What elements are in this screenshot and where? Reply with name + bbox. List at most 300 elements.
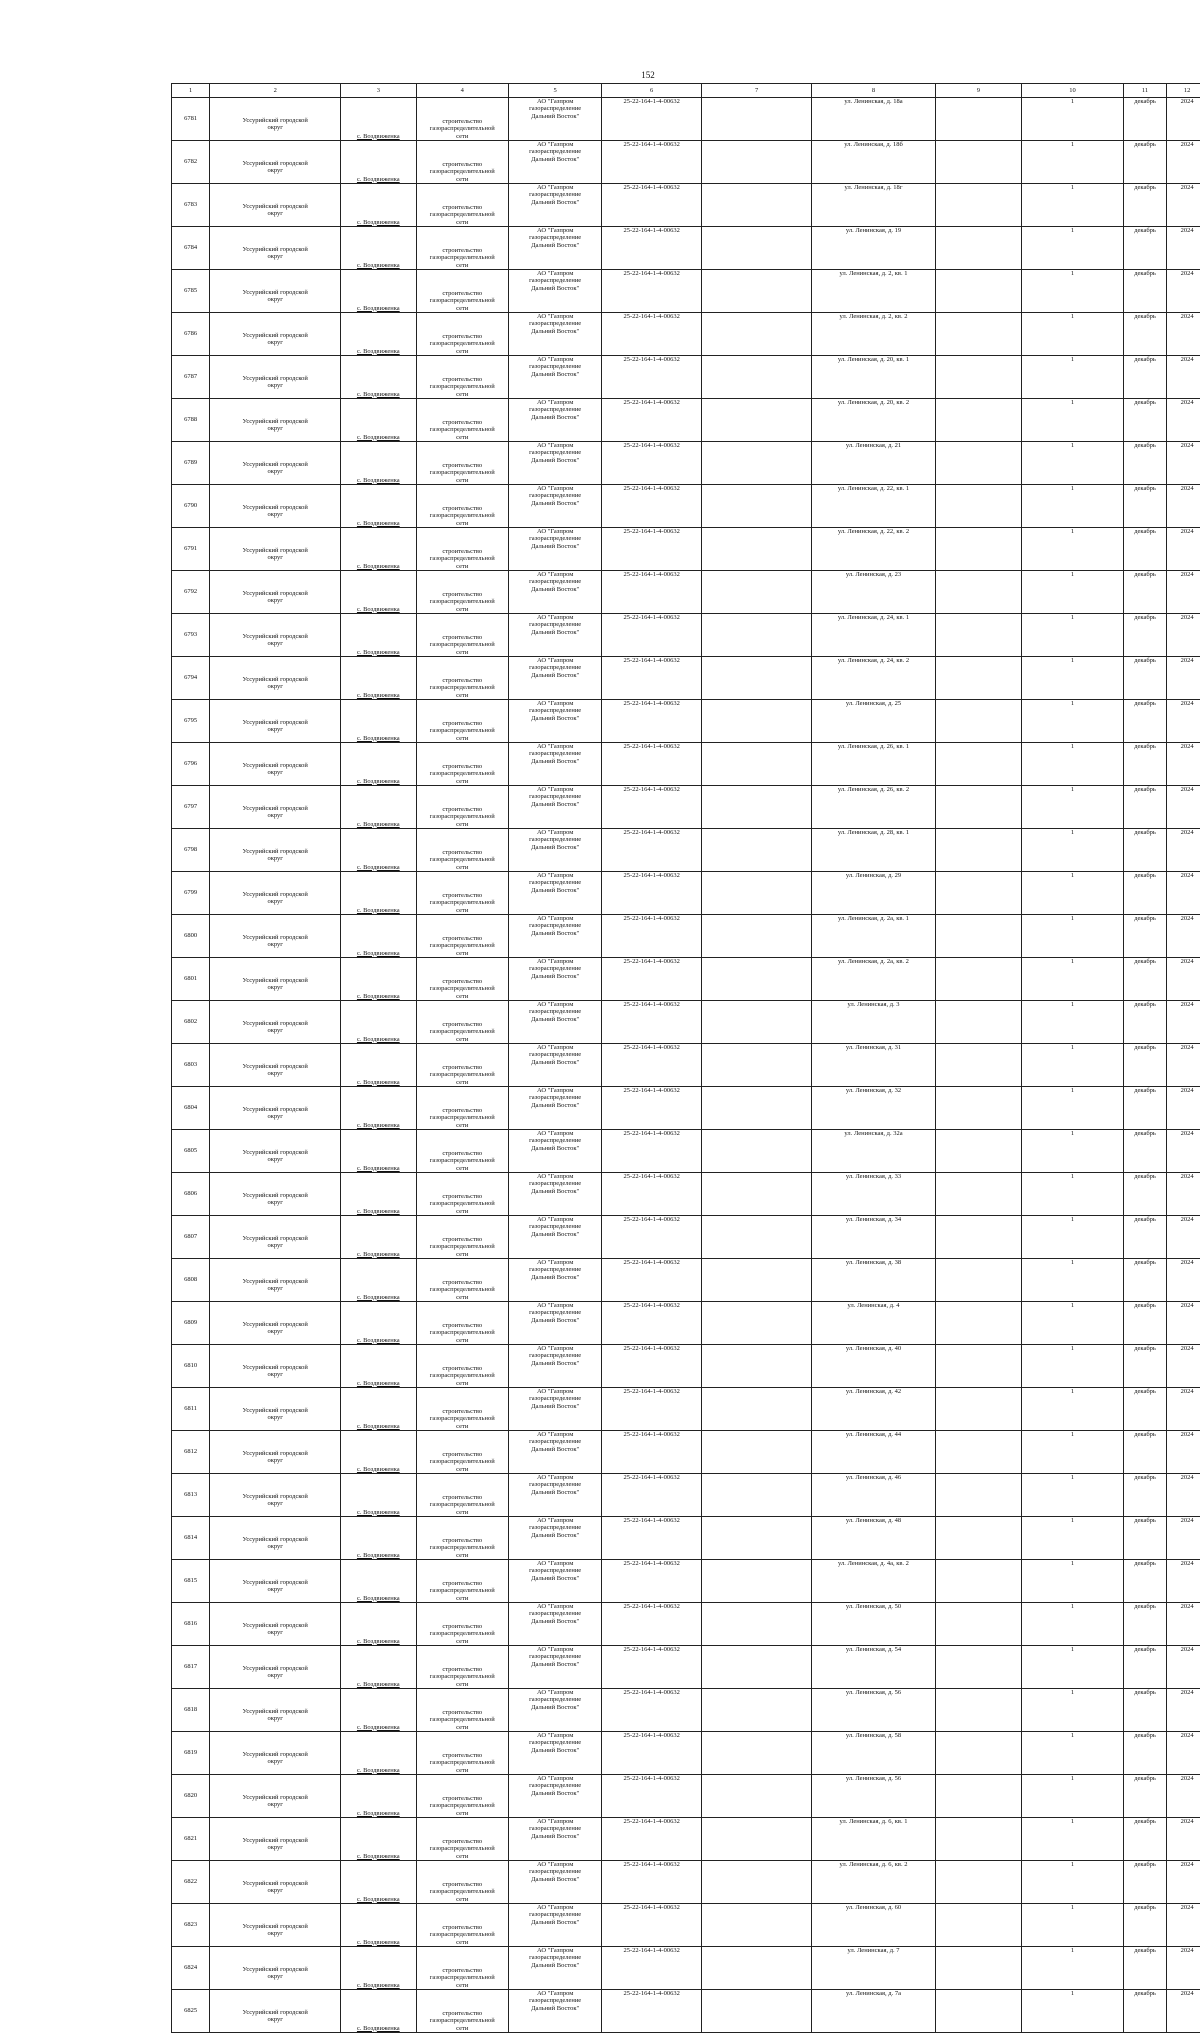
organization-cell [508,1732,602,1775]
settlement-cell [341,1001,417,1044]
row-number [172,356,210,399]
settlement-cell-text: с. Воздвиженка [343,176,414,183]
month-cell-text: декабрь [1126,829,1164,836]
address-cell [812,915,936,958]
cadastral-number-cell [602,1818,702,1861]
count-cell [1022,1388,1124,1431]
settlement-cell [341,1861,417,1904]
purpose-cell [416,1603,508,1646]
settlement-cell-text: с. Воздвиженка [343,434,414,441]
year-cell-text: 2024 [1169,485,1200,492]
table-row [172,1904,1200,1947]
column-7-cell [701,657,811,700]
cadastral-number-cell-text: 25-22-164-1-4-00632 [604,485,699,492]
count-cell [1022,829,1124,872]
month-cell-text: декабрь [1126,141,1164,148]
organization-cell [508,829,602,872]
municipality-cell-text: Уссурийский городской округ [212,1450,338,1465]
column-header-1: 1 [172,84,210,98]
row-number-text: 6822 [174,1878,207,1885]
address-cell [812,1345,936,1388]
column-9-cell [935,1259,1021,1302]
month-cell-text: декабрь [1126,1646,1164,1653]
column-9-cell [935,1431,1021,1474]
column-9-cell [935,700,1021,743]
row-number [172,1732,210,1775]
municipality-cell [210,786,341,829]
address-cell-text: ул. Ленинская, д. 32 [814,1087,933,1094]
column-7-cell [701,270,811,313]
count-cell [1022,399,1124,442]
purpose-cell-text: строительство газораспределительной сети [419,1408,506,1430]
organization-cell-text: АО "Газпром газораспределение Дальний Восток" [511,1130,600,1152]
column-9-cell [935,571,1021,614]
organization-cell [508,614,602,657]
organization-cell-text: АО "Газпром газораспределение Дальний Восток" [511,571,600,593]
count-cell [1022,1689,1124,1732]
purpose-cell [416,1431,508,1474]
column-9-cell [935,1818,1021,1861]
address-cell-text: ул. Ленинская, д. 20, кв. 2 [814,399,933,406]
count-cell-text: 1 [1024,614,1121,621]
purpose-cell [416,399,508,442]
purpose-cell [416,141,508,184]
address-cell-text: ул. Ленинская, д. 26, кв. 2 [814,786,933,793]
organization-cell-text: АО "Газпром газораспределение Дальний Восток" [511,528,600,550]
settlement-cell [341,743,417,786]
settlement-cell-text: с. Воздвиженка [343,520,414,527]
settlement-cell [341,313,417,356]
address-cell [812,1646,936,1689]
month-cell-text: декабрь [1126,1775,1164,1782]
year-cell [1167,184,1200,227]
table-row [172,1861,1200,1904]
month-cell-text: декабрь [1126,1474,1164,1481]
column-7-cell [701,614,811,657]
address-cell-text: ул. Ленинская, д. 26, кв. 1 [814,743,933,750]
count-cell-text: 1 [1024,915,1121,922]
cadastral-number-cell [602,1216,702,1259]
table-row [172,1646,1200,1689]
month-cell-text: декабрь [1126,786,1164,793]
municipality-cell-text: Уссурийский городской округ [212,289,338,304]
row-number [172,1130,210,1173]
settlement-cell-text: с. Воздвиженка [343,477,414,484]
count-cell-text: 1 [1024,184,1121,191]
column-9-cell [935,313,1021,356]
settlement-cell-text: с. Воздвиженка [343,219,414,226]
settlement-cell-text: с. Воздвиженка [343,1681,414,1688]
count-cell [1022,1216,1124,1259]
address-cell-text: ул. Ленинская, д. 32а [814,1130,933,1137]
month-cell-text: декабрь [1126,98,1164,105]
count-cell-text: 1 [1024,1302,1121,1309]
organization-cell-text: АО "Газпром газораспределение Дальний Восток" [511,1689,600,1711]
column-7-cell [701,872,811,915]
column-7-cell [701,1259,811,1302]
count-cell [1022,442,1124,485]
count-cell-text: 1 [1024,1861,1121,1868]
purpose-cell-text: строительство газораспределительной сети [419,849,506,871]
count-cell [1022,1345,1124,1388]
year-cell-text: 2024 [1169,1732,1200,1739]
address-cell-text: ул. Ленинская, д. 29 [814,872,933,879]
address-cell [812,485,936,528]
cadastral-number-cell-text: 25-22-164-1-4-00632 [604,958,699,965]
month-cell [1123,1818,1166,1861]
municipality-cell-text: Уссурийский городской округ [212,1106,338,1121]
municipality-cell-text: Уссурийский городской округ [212,1794,338,1809]
year-cell [1167,313,1200,356]
row-number-text: 6805 [174,1147,207,1154]
address-cell-text: ул. Ленинская, д. 7а [814,1990,933,1997]
cadastral-number-cell-text: 25-22-164-1-4-00632 [604,184,699,191]
row-number [172,1259,210,1302]
cadastral-number-cell-text: 25-22-164-1-4-00632 [604,614,699,621]
row-number-text: 6809 [174,1319,207,1326]
municipality-cell-text: Уссурийский городской округ [212,1536,338,1551]
count-cell [1022,1990,1124,2033]
address-cell [812,1431,936,1474]
column-7-cell [701,1732,811,1775]
address-cell-text: ул. Ленинская, д. 4 [814,1302,933,1309]
cadastral-number-cell-text: 25-22-164-1-4-00632 [604,528,699,535]
table-row [172,1216,1200,1259]
cadastral-number-cell [602,1431,702,1474]
cadastral-number-cell-text: 25-22-164-1-4-00632 [604,1646,699,1653]
month-cell-text: декабрь [1126,184,1164,191]
cadastral-number-cell [602,571,702,614]
column-9-cell [935,829,1021,872]
cadastral-number-cell-text: 25-22-164-1-4-00632 [604,1431,699,1438]
year-cell-text: 2024 [1169,657,1200,664]
municipality-cell-text: Уссурийский городской округ [212,1708,338,1723]
purpose-cell-text: строительство газораспределительной сети [419,1967,506,1989]
column-7-cell [701,1044,811,1087]
count-cell-text: 1 [1024,1044,1121,1051]
count-cell [1022,786,1124,829]
purpose-cell [416,98,508,141]
municipality-cell-text: Уссурийский городской округ [212,934,338,949]
municipality-cell [210,528,341,571]
row-number-text: 6815 [174,1577,207,1584]
settlement-cell-text: с. Воздвиженка [343,348,414,355]
cadastral-number-cell [602,1302,702,1345]
month-cell-text: декабрь [1126,442,1164,449]
organization-cell-text: АО "Газпром газораспределение Дальний Восток" [511,829,600,851]
table-row [172,1474,1200,1517]
cadastral-number-cell [602,485,702,528]
municipality-cell-text: Уссурийский городской округ [212,461,338,476]
table-row [172,227,1200,270]
address-cell-text: ул. Ленинская, д. 31 [814,1044,933,1051]
count-cell [1022,98,1124,141]
purpose-cell [416,1818,508,1861]
column-9-cell [935,1603,1021,1646]
purpose-cell [416,1775,508,1818]
address-cell [812,786,936,829]
purpose-cell-text: строительство газораспределительной сети [419,1107,506,1129]
address-cell-text: ул. Ленинская, д. 18а [814,98,933,105]
month-cell-text: декабрь [1126,915,1164,922]
row-number-text: 6800 [174,932,207,939]
row-number [172,786,210,829]
count-cell-text: 1 [1024,1517,1121,1524]
year-cell-text: 2024 [1169,141,1200,148]
organization-cell-text: АО "Газпром газораспределение Дальний Восток" [511,442,600,464]
purpose-cell [416,442,508,485]
count-cell-text: 1 [1024,1130,1121,1137]
column-7-cell [701,98,811,141]
month-cell [1123,1517,1166,1560]
purpose-cell [416,1259,508,1302]
registry-table [171,83,1200,2033]
organization-cell [508,1517,602,1560]
month-cell [1123,743,1166,786]
settlement-cell-text: с. Воздвиженка [343,1423,414,1430]
cadastral-number-cell [602,1904,702,1947]
year-cell-text: 2024 [1169,184,1200,191]
address-cell [812,829,936,872]
month-cell-text: декабрь [1126,1087,1164,1094]
table-row [172,1388,1200,1431]
cadastral-number-cell-text: 25-22-164-1-4-00632 [604,571,699,578]
column-header-12: 12 [1167,84,1200,98]
count-cell [1022,1001,1124,1044]
month-cell [1123,184,1166,227]
municipality-cell [210,1044,341,1087]
year-cell-text: 2024 [1169,829,1200,836]
month-cell-text: декабрь [1126,270,1164,277]
year-cell-text: 2024 [1169,98,1200,105]
cadastral-number-cell [602,657,702,700]
table-row [172,700,1200,743]
column-9-cell [935,442,1021,485]
settlement-cell [341,1259,417,1302]
purpose-cell-text: строительство газораспределительной сети [419,892,506,914]
settlement-cell-text: с. Воздвиженка [343,1638,414,1645]
column-7-cell [701,184,811,227]
year-cell-text: 2024 [1169,1947,1200,1954]
column-header-9: 9 [935,84,1021,98]
count-cell [1022,743,1124,786]
organization-cell-text: АО "Газпром газораспределение Дальний Восток" [511,141,600,163]
organization-cell-text: АО "Газпром газораспределение Дальний Восток" [511,1302,600,1324]
organization-cell [508,700,602,743]
address-cell-text: ул. Ленинская, д. 18г [814,184,933,191]
address-cell-text: ул. Ленинская, д. 19 [814,227,933,234]
purpose-cell-text: строительство газораспределительной сети [419,1279,506,1301]
organization-cell [508,872,602,915]
settlement-cell [341,1474,417,1517]
purpose-cell [416,528,508,571]
count-cell [1022,1646,1124,1689]
cadastral-number-cell-text: 25-22-164-1-4-00632 [604,1560,699,1567]
cadastral-number-cell-text: 25-22-164-1-4-00632 [604,1603,699,1610]
purpose-cell-text: строительство газораспределительной сети [419,1451,506,1473]
row-number [172,614,210,657]
address-cell [812,356,936,399]
table-row [172,872,1200,915]
row-number-text: 6803 [174,1061,207,1068]
purpose-cell [416,1302,508,1345]
purpose-cell-text: строительство газораспределительной сети [419,2010,506,2032]
column-9-cell [935,657,1021,700]
row-number-text: 6794 [174,674,207,681]
municipality-cell [210,1818,341,1861]
month-cell-text: декабрь [1126,227,1164,234]
purpose-cell-text: строительство газораспределительной сети [419,290,506,312]
cadastral-number-cell-text: 25-22-164-1-4-00632 [604,743,699,750]
organization-cell [508,1646,602,1689]
settlement-cell [341,1775,417,1818]
row-number-text: 6783 [174,201,207,208]
row-number-text: 6786 [174,330,207,337]
cadastral-number-cell-text: 25-22-164-1-4-00632 [604,872,699,879]
address-cell [812,958,936,1001]
row-number-text: 6813 [174,1491,207,1498]
organization-cell-text: АО "Газпром газораспределение Дальний Восток" [511,1861,600,1883]
organization-cell-text: АО "Газпром газораспределение Дальний Восток" [511,356,600,378]
year-cell-text: 2024 [1169,1130,1200,1137]
purpose-cell [416,829,508,872]
cadastral-number-cell [602,184,702,227]
settlement-cell [341,786,417,829]
settlement-cell [341,1603,417,1646]
column-9-cell [935,915,1021,958]
column-7-cell [701,141,811,184]
count-cell [1022,1044,1124,1087]
purpose-cell-text: строительство газораспределительной сети [419,720,506,742]
municipality-cell [210,1431,341,1474]
count-cell-text: 1 [1024,485,1121,492]
year-cell [1167,356,1200,399]
month-cell [1123,1732,1166,1775]
cadastral-number-cell-text: 25-22-164-1-4-00632 [604,399,699,406]
column-7-cell [701,1904,811,1947]
address-cell [812,399,936,442]
year-cell [1167,1947,1200,1990]
month-cell [1123,915,1166,958]
cadastral-number-cell-text: 25-22-164-1-4-00632 [604,829,699,836]
column-9-cell [935,1130,1021,1173]
count-cell-text: 1 [1024,141,1121,148]
count-cell-text: 1 [1024,1216,1121,1223]
month-cell [1123,1001,1166,1044]
organization-cell [508,1345,602,1388]
purpose-cell [416,1216,508,1259]
purpose-cell-text: строительство газораспределительной сети [419,204,506,226]
count-cell-text: 1 [1024,1646,1121,1653]
organization-cell [508,1947,602,1990]
cadastral-number-cell [602,1087,702,1130]
settlement-cell [341,184,417,227]
settlement-cell-text: с. Воздвиженка [343,1251,414,1258]
row-number-text: 6808 [174,1276,207,1283]
year-cell-text: 2024 [1169,1517,1200,1524]
organization-cell-text: АО "Газпром газораспределение Дальний Восток" [511,1517,600,1539]
column-7-cell [701,1646,811,1689]
municipality-cell-text: Уссурийский городской округ [212,1622,338,1637]
count-cell-text: 1 [1024,1689,1121,1696]
address-cell [812,1388,936,1431]
organization-cell-text: АО "Газпром газораспределение Дальний Восток" [511,270,600,292]
purpose-cell [416,1130,508,1173]
settlement-cell [341,1904,417,1947]
settlement-cell [341,1345,417,1388]
month-cell-text: декабрь [1126,1732,1164,1739]
organization-cell-text: АО "Газпром газораспределение Дальний Восток" [511,1431,600,1453]
year-cell-text: 2024 [1169,1603,1200,1610]
month-cell [1123,829,1166,872]
organization-cell-text: АО "Газпром газораспределение Дальний Восток" [511,657,600,679]
cadastral-number-cell-text: 25-22-164-1-4-00632 [604,657,699,664]
column-7-cell [701,1947,811,1990]
count-cell [1022,1861,1124,1904]
column-header-11: 11 [1123,84,1166,98]
column-7-cell [701,485,811,528]
address-cell [812,1689,936,1732]
settlement-cell-text: с. Воздвиженка [343,993,414,1000]
municipality-cell-text: Уссурийский городской округ [212,332,338,347]
purpose-cell-text: строительство газораспределительной сети [419,1924,506,1946]
row-number-text: 6820 [174,1792,207,1799]
year-cell [1167,1861,1200,1904]
count-cell [1022,915,1124,958]
organization-cell [508,571,602,614]
cadastral-number-cell [602,1861,702,1904]
count-cell [1022,614,1124,657]
purpose-cell [416,614,508,657]
settlement-cell [341,399,417,442]
municipality-cell-text: Уссурийский городской округ [212,1235,338,1250]
settlement-cell-text: с. Воздвиженка [343,1982,414,1989]
row-number [172,1947,210,1990]
address-cell-text: ул. Ленинская, д. 2а, кв. 1 [814,915,933,922]
organization-cell [508,915,602,958]
year-cell-text: 2024 [1169,1861,1200,1868]
year-cell [1167,1818,1200,1861]
municipality-cell-text: Уссурийский городской округ [212,246,338,261]
month-cell [1123,270,1166,313]
cadastral-number-cell [602,1345,702,1388]
column-7-cell [701,1130,811,1173]
column-9-cell [935,1947,1021,1990]
organization-cell [508,399,602,442]
address-cell [812,1775,936,1818]
cadastral-number-cell [602,1732,702,1775]
year-cell-text: 2024 [1169,313,1200,320]
settlement-cell-text: с. Воздвиженка [343,1380,414,1387]
settlement-cell-text: с. Воздвиженка [343,649,414,656]
municipality-cell [210,657,341,700]
cadastral-number-cell [602,313,702,356]
row-number [172,1087,210,1130]
year-cell-text: 2024 [1169,958,1200,965]
address-cell-text: ул. Ленинская, д. 24, кв. 2 [814,657,933,664]
column-7-cell [701,1302,811,1345]
row-number [172,98,210,141]
address-cell-text: ул. Ленинская, д. 33 [814,1173,933,1180]
table-row [172,1517,1200,1560]
purpose-cell [416,184,508,227]
purpose-cell [416,1904,508,1947]
year-cell [1167,1173,1200,1216]
address-cell-text: ул. Ленинская, д. 48 [814,1517,933,1524]
count-cell [1022,270,1124,313]
column-9-cell [935,1044,1021,1087]
organization-cell-text: АО "Газпром газораспределение Дальний Восток" [511,1775,600,1797]
